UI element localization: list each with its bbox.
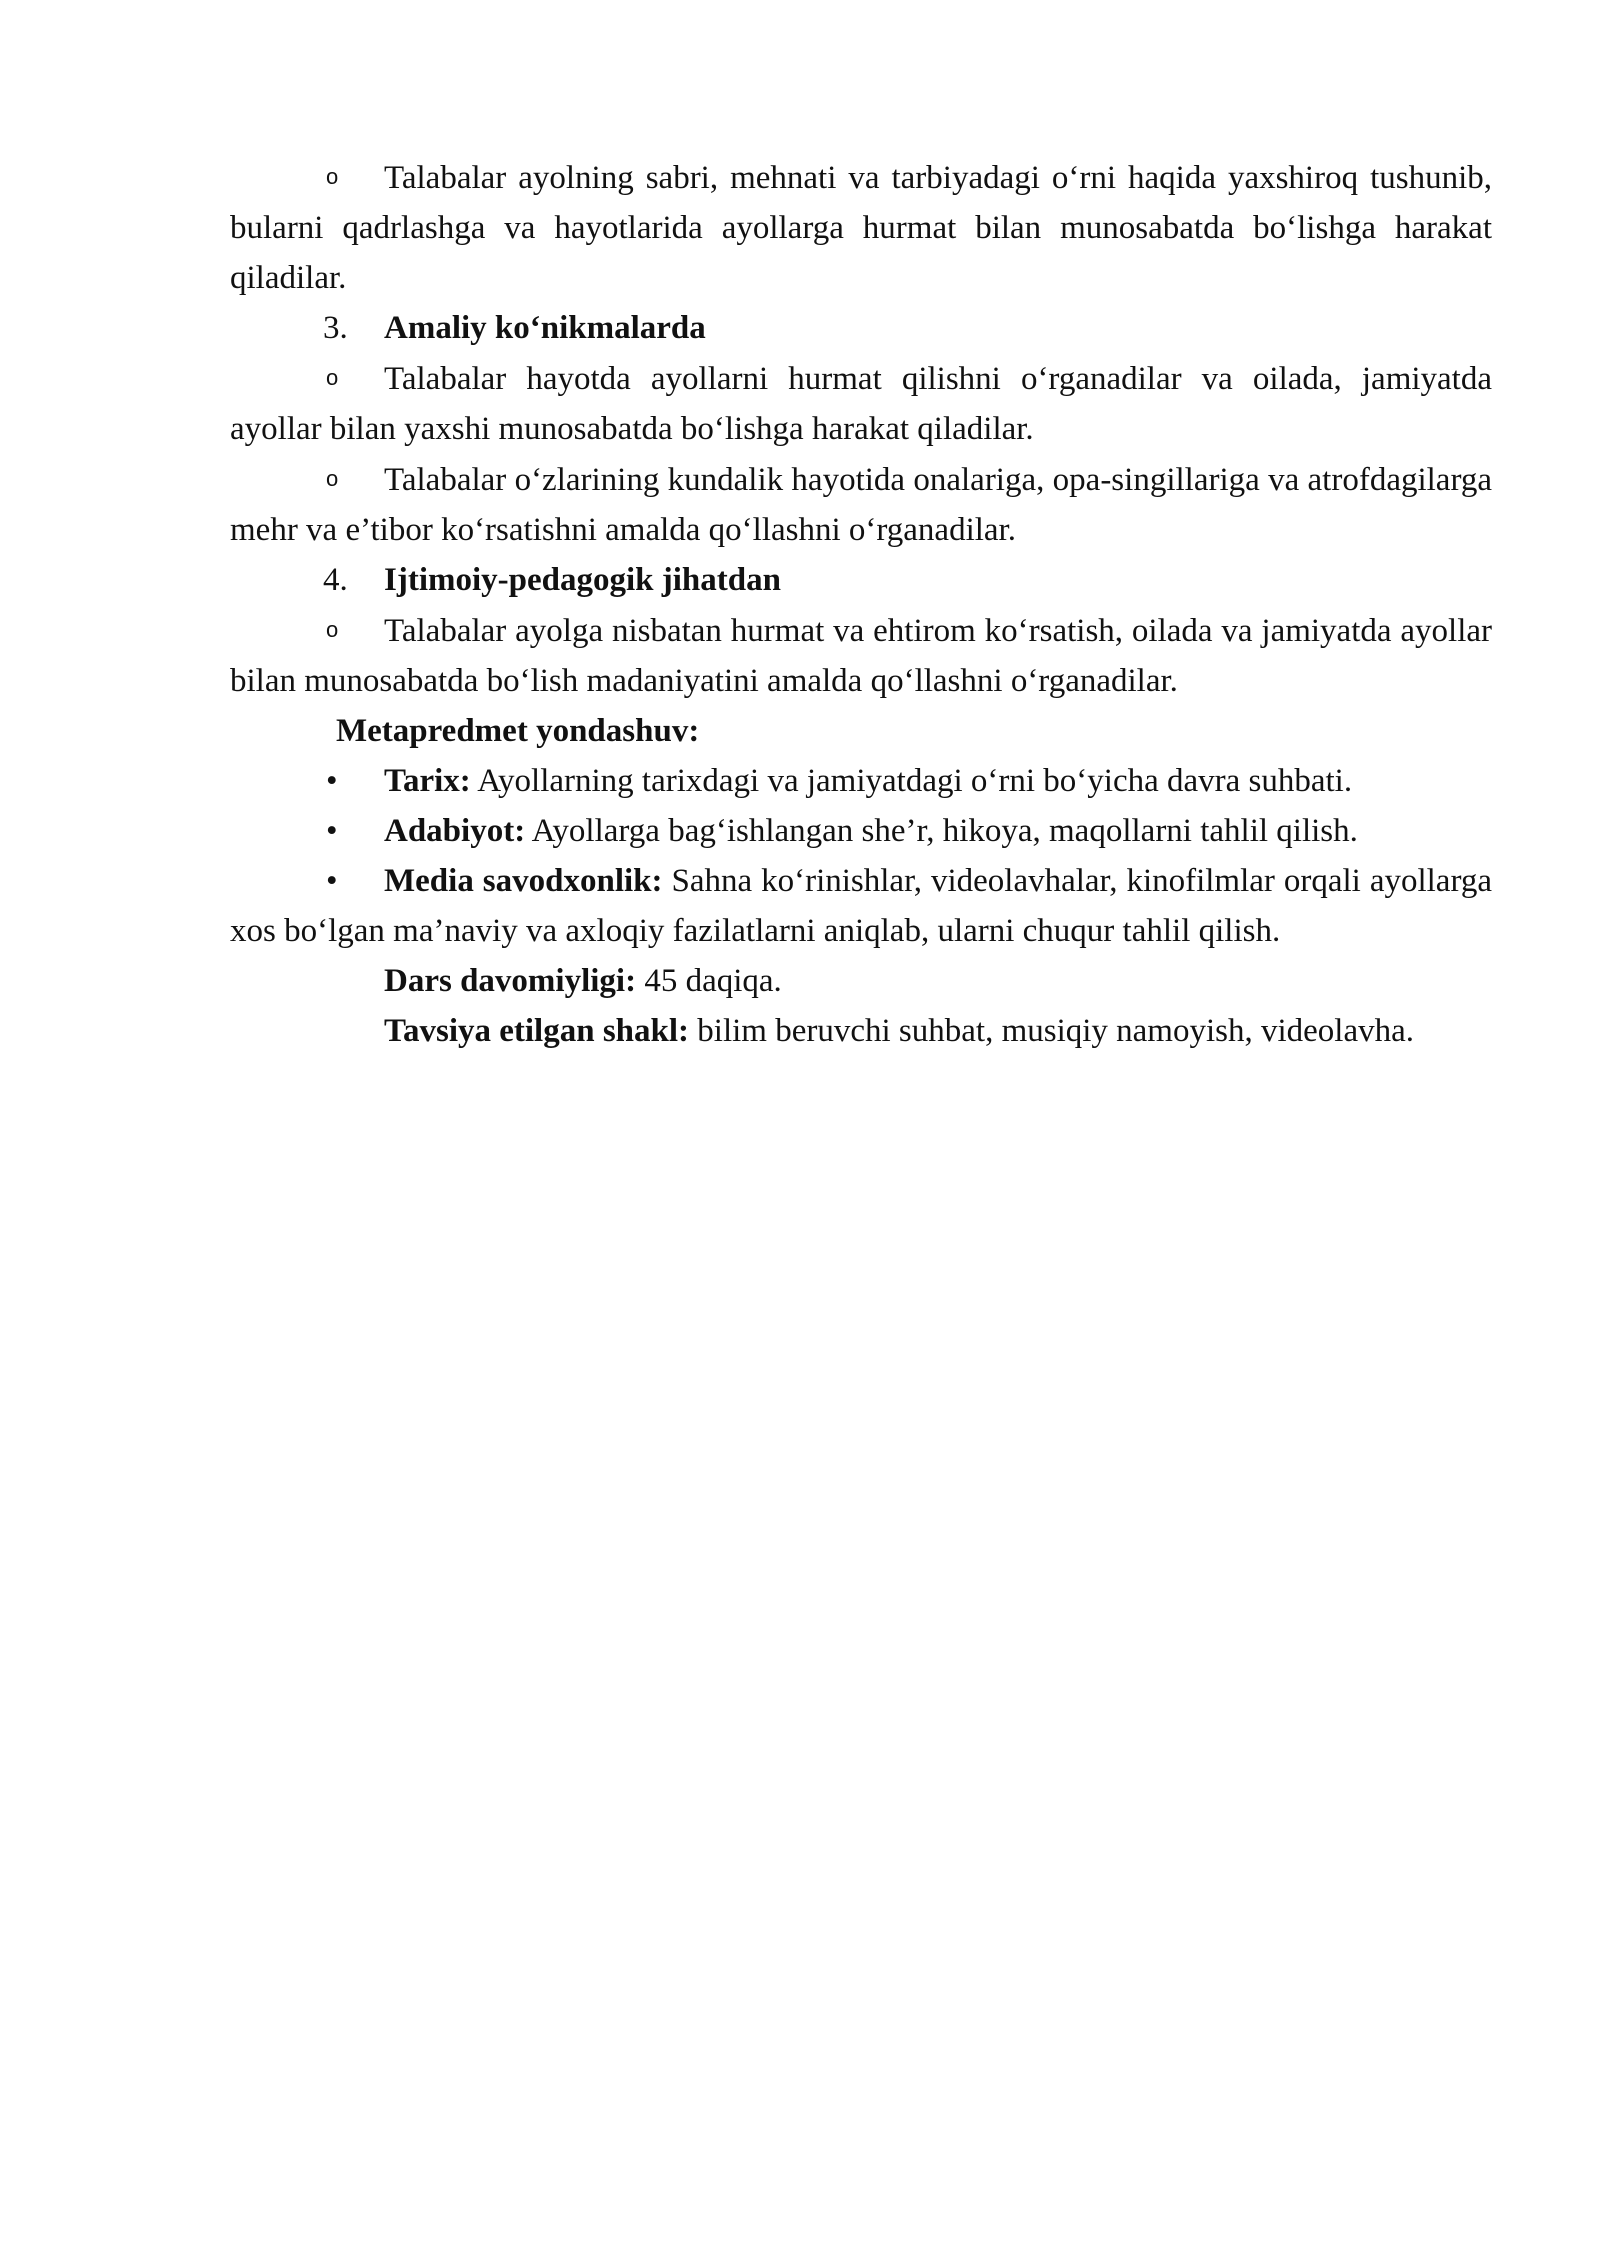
hollow-bullet-icon: o bbox=[326, 617, 339, 642]
sub-item-culture bbox=[230, 605, 1492, 706]
sub-item-respect-women bbox=[230, 353, 1492, 454]
section-heading: Amaliy ko‘nikmalarda bbox=[384, 310, 706, 346]
section-heading: Metapredmet yondashuv: bbox=[336, 713, 700, 749]
field-value: bilim beruvchi suhbat, musiqiy namoyish, videolavha. bbox=[689, 1013, 1415, 1049]
sub-item-text: Talabalar ayolning sabri, mehnati va tarbiyadagi o‘rni haqida yaxshiroq tushunib, bularni qadrlashga va hayotlarida ayollarga hurmat bilan munosabatda bo‘lishga harakat qiladilar. bbox=[230, 160, 1492, 296]
bullet-text: Sahna ko‘rinishlar, videolavhalar, kinofilmlar orqali ayollarga xos bo‘lgan ma’naviy va axloqiy fazilatlarni aniqlab, ularni chuqur tahlil qilish. bbox=[230, 863, 1492, 949]
field-value: 45 daqiqa. bbox=[636, 963, 782, 999]
recommended-form bbox=[230, 1006, 1492, 1056]
bullet-item-media-literacy bbox=[230, 856, 1492, 956]
bullet-icon: • bbox=[326, 863, 338, 899]
metasubject-heading bbox=[230, 706, 1492, 756]
lesson-duration bbox=[230, 956, 1492, 1006]
bullet-item-history bbox=[230, 756, 1492, 806]
bullet-text: Ayollarga bag‘ishlangan she’r, hikoya, maqollarni tahlil qilish. bbox=[525, 813, 1358, 849]
bullet-label: Tarix: bbox=[384, 763, 471, 799]
document-page bbox=[230, 152, 1492, 1056]
field-label: Dars davomiyligi: bbox=[384, 963, 637, 999]
sub-item-daily-life bbox=[230, 454, 1492, 555]
bullet-icon: • bbox=[326, 813, 338, 849]
list-number: 4. bbox=[323, 562, 348, 598]
sub-item-text: Talabalar hayotda ayollarni hurmat qilishni o‘rganadilar va oilada, jamiyatda ayollar bilan yaxshi munosabatda bo‘lishga harakat qiladilar. bbox=[230, 361, 1492, 447]
bullet-label: Media savodxonlik: bbox=[384, 863, 663, 899]
list-number: 3. bbox=[323, 310, 348, 346]
bullet-text: Ayollarning tarixdagi va jamiyatdagi o‘rni bo‘yicha davra suhbati. bbox=[470, 763, 1353, 799]
hollow-bullet-icon: o bbox=[326, 365, 339, 390]
numbered-heading-practical-skills bbox=[230, 303, 1492, 353]
bullet-item-literature bbox=[230, 806, 1492, 856]
bullet-label: Adabiyot: bbox=[384, 813, 526, 849]
numbered-heading-social-pedagogical bbox=[230, 555, 1492, 605]
sub-item-women-patience bbox=[230, 152, 1492, 303]
section-heading: Ijtimoiy-pedagogik jihatdan bbox=[384, 562, 781, 598]
sub-item-text: Talabalar o‘zlarining kundalik hayotida onalariga, opa-singillariga va atrofdagilarga mehr va e’tibor ko‘rsatishni amalda qo‘llashni o‘rganadilar. bbox=[230, 462, 1492, 548]
bullet-icon: • bbox=[326, 763, 338, 799]
hollow-bullet-icon: o bbox=[326, 466, 339, 491]
sub-item-text: Talabalar ayolga nisbatan hurmat va ehtirom ko‘rsatish, oilada va jamiyatda ayollar bilan munosabatda bo‘lish madaniyatini amalda qo‘llashni o‘rganadilar. bbox=[230, 613, 1492, 699]
field-label: Tavsiya etilgan shakl: bbox=[384, 1013, 690, 1049]
hollow-bullet-icon: o bbox=[326, 164, 339, 189]
